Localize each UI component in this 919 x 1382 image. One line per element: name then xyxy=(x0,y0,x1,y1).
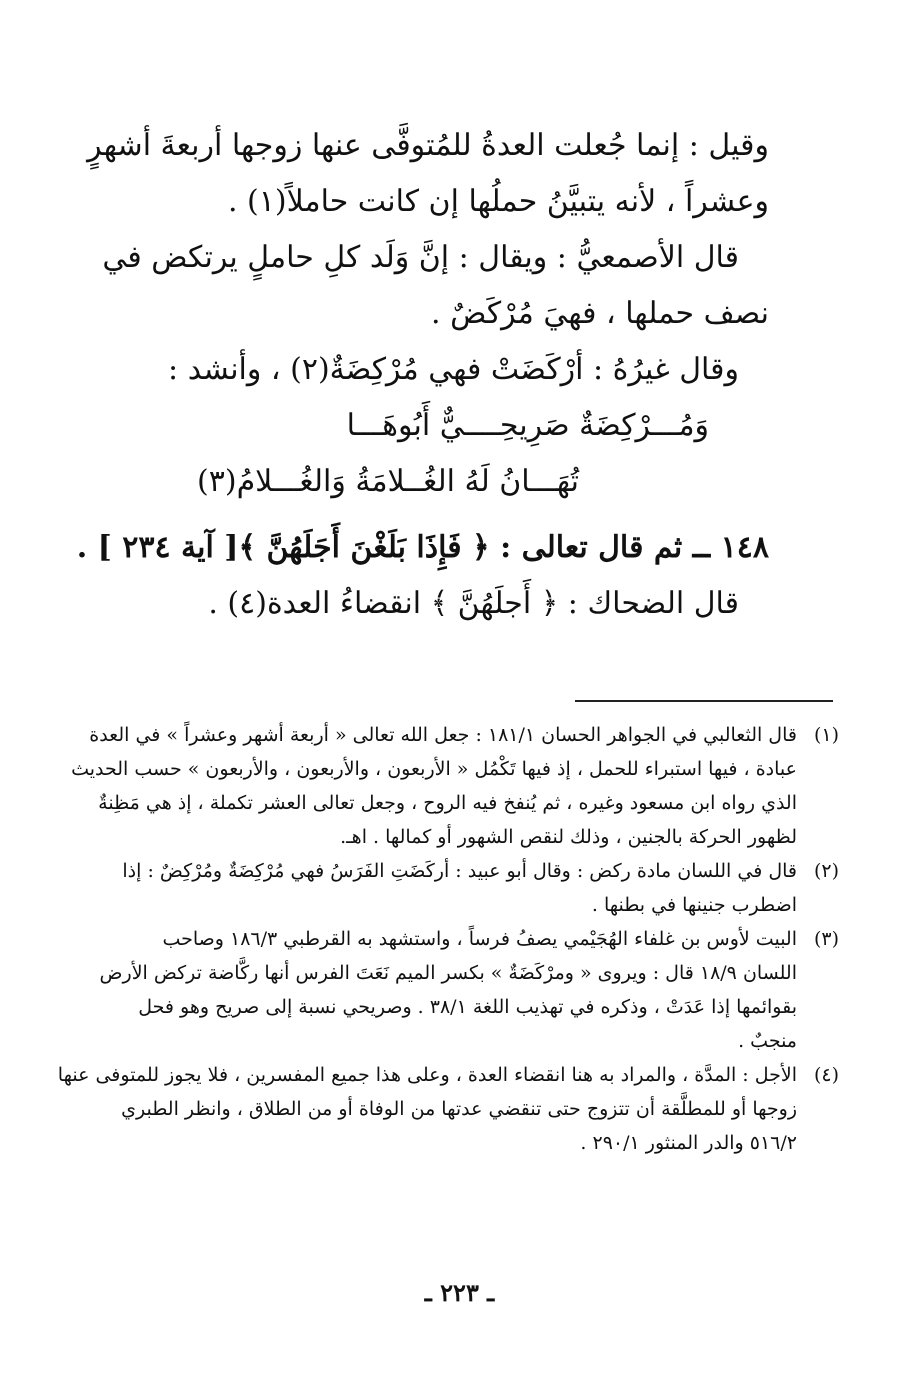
main-line-4: نصف حملها ، فهيَ مُرْكَضٌ . xyxy=(431,296,769,331)
footnote-1 xyxy=(71,718,839,854)
footnote-text xyxy=(94,854,797,922)
footnote-line: قال الثعالبي في الجواهر الحسان ١٨١/١ : جعل الله تعالى « أربعة أشهر وعشراً » في العدة xyxy=(89,724,797,746)
footnote-line: اللسان ١٨/٩ قال : ويروى « ومرْكَضَةٌ » بكسر الميم نَعَتَ الفرس أنها ركَّاضة تركض الأرض xyxy=(99,962,797,984)
main-line-6: ١٤٨ ــ ثم قال تعالى : ﴿ فَإِذَا بَلَغْنَ أَجَلَهُنَّ ﴾[ آية ٢٣٤ ] . xyxy=(76,530,769,565)
footnote-3 xyxy=(94,922,839,1058)
footnote-number: (١) xyxy=(813,724,839,746)
footnote-line: منجبٌ . xyxy=(738,1030,797,1052)
main-text xyxy=(76,118,769,632)
footnote-line: اضطرب جنينها في بطنها . xyxy=(591,894,797,916)
footnote-line: الذي رواه ابن مسعود وغيره ، ثم يُنفخ فيه الروح ، وجعل تعالى العشر تكملة ، إذ هي مَظِنةٌ xyxy=(98,792,797,814)
main-line-3: قال الأصمعيُّ : ويقال : إنَّ وَلَد كلِ حاملٍ يرتكض في xyxy=(102,240,739,275)
main-line-1: وقيل : إنما جُعلت العدةُ للمُتوفَّى عنها زوجها أربعةَ أشهرٍ xyxy=(87,128,769,163)
verse-line-2: تُهَـــانُ لَهُ الغُــلامَةُ وَالغُـــلامُ(٣) xyxy=(197,464,579,499)
footnote-text xyxy=(94,922,797,1058)
footnote-2 xyxy=(94,854,839,922)
footnotes xyxy=(57,718,839,1160)
footnote-number: (٣) xyxy=(813,928,839,950)
page-number: ـ ٢٢٣ ـ xyxy=(424,1278,495,1307)
main-line-5: وقال غيرُهُ : أرْكَضَتْ فهي مُرْكِضَةٌ(٢) ، وأنشد : xyxy=(168,352,739,387)
footnote-text xyxy=(71,718,797,854)
footnote-line: زوجها أو للمطلَّقة أن تتزوج حتى تنقضي عدتها من الوفاة أو من الطلاق ، وانظر الطبري xyxy=(121,1098,797,1120)
footnote-line: الأجل : المدَّة ، والمراد به هنا انقضاء العدة ، وعلى هذا جميع المفسرين ، فلا يجوز للمتوفى عنها xyxy=(57,1064,797,1086)
main-line-2: وعشراً ، لأنه يتبيَّنُ حملُها إن كانت حاملاً(١) . xyxy=(227,184,769,219)
footnote-line: لظهور الحركة بالجنين ، وذلك لنقص الشهور أو كمالها . اهـ. xyxy=(340,826,797,848)
footnote-line: بقوائمها إذا عَدَتْ ، وذكره في تهذيب اللغة ٣٨/١ . وصريحي نسبة إلى صريح وهو فحل xyxy=(138,996,797,1018)
verse-line-1: وَمُـــرْكِضَةٌ صَرِيحِــــيٌّ أَبُوهَـــا xyxy=(346,408,709,443)
footnote-text xyxy=(58,1058,797,1160)
footnote-line: ٥١٦/٢ والدر المنثور ٢٩٠/١ . xyxy=(580,1132,797,1154)
footnote-number: (٢) xyxy=(813,860,839,882)
footnote-line: البيت لأوس بن غلفاء الهُجَيْمي يصفُ فرساً ، واستشهد به القرطبي ١٨٦/٣ وصاحب xyxy=(162,928,797,950)
footnote-number: (٤) xyxy=(813,1064,839,1086)
footnote-line: قال في اللسان مادة ركض : وقال أبو عبيد : أركَضَتِ الفَرَسُ فهي مُرْكِضَةٌ ومُرْكِضٌ : إذا xyxy=(122,860,797,882)
footnote-4 xyxy=(57,1058,839,1160)
footnote-divider xyxy=(575,700,833,702)
footnote-line: عبادة ، فيها استبراء للحمل ، إذ فيها تَكْمُل « الأربعون ، والأربعون ، والأربعون » حسب الحديث xyxy=(71,758,797,780)
main-line-7: قال الضحاك : ﴿ أَجلَهُنَّ ﴾ انقضاءُ العدة(٤) . xyxy=(208,586,739,621)
